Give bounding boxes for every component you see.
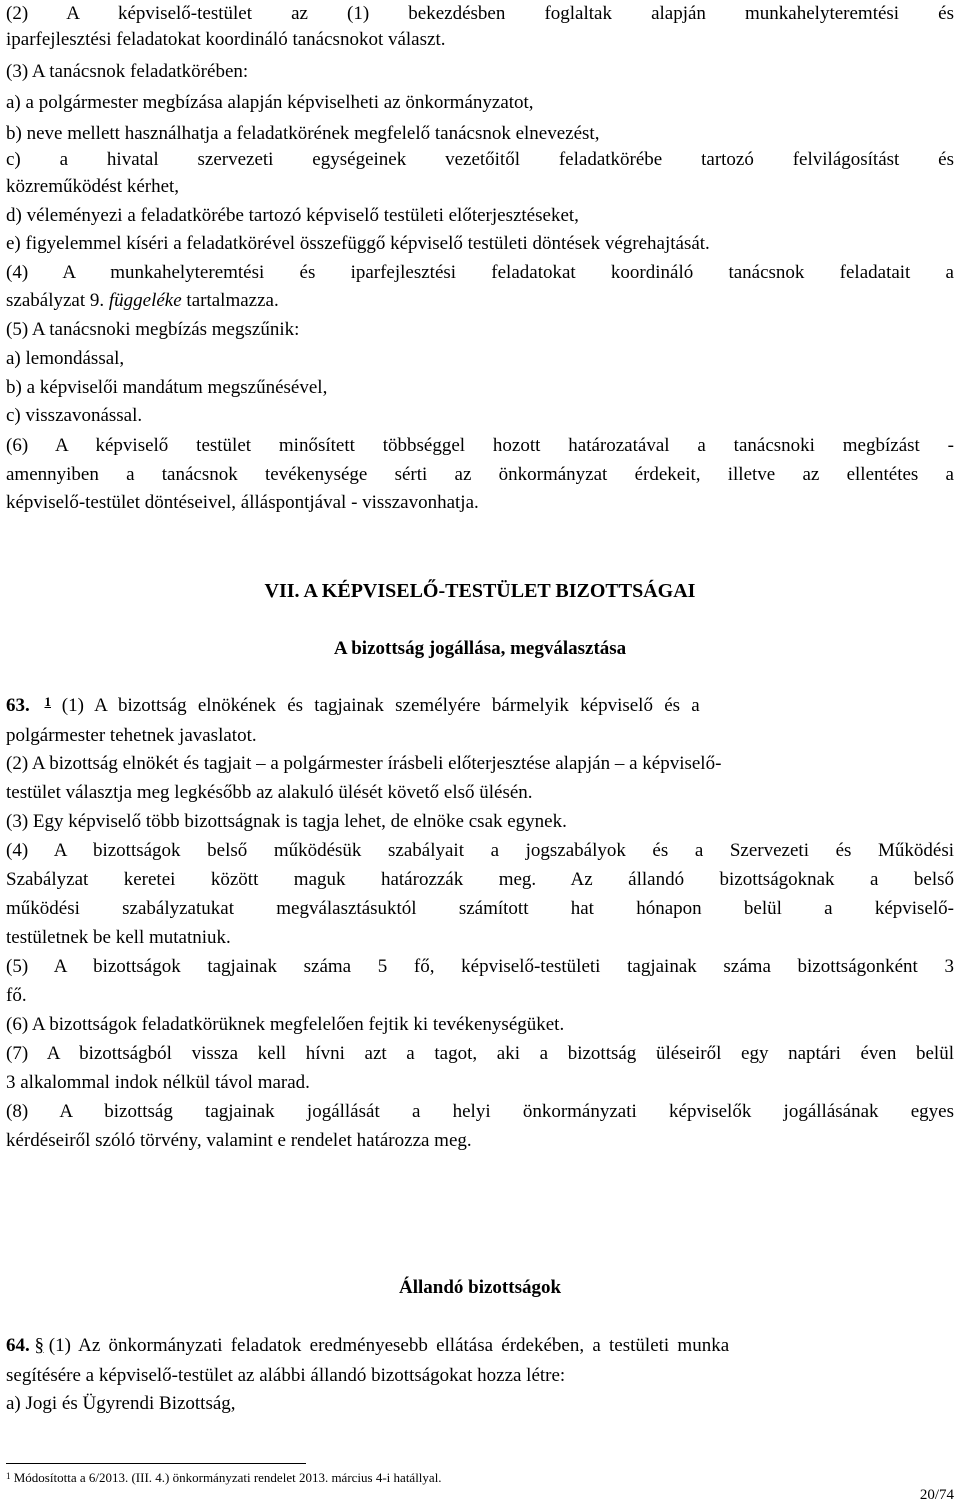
text-line: testület választja meg legkésőbb az alakuló ülését követő első ülésén.: [6, 782, 533, 803]
text-line: fő.: [6, 985, 27, 1006]
text-line: (8) A bizottság tagjainak jogállását a helyi önkormányzati képviselők jogállásának egyes: [6, 1101, 954, 1122]
text-line: amennyiben a tanácsnok tevékenysége sérti az önkormányzat érdekeit, illetve az ellentétes a: [6, 464, 954, 485]
text-fragment-italic: függeléke: [108, 290, 182, 311]
text-line: Szabályzat keretei között maguk határozzák meg. Az állandó bizottságoknak a belső: [6, 869, 954, 890]
text-line: a) a polgármester megbízása alapján képviselheti az önkormányzatot,: [6, 92, 534, 113]
page-number: 20/74: [919, 1487, 954, 1503]
text-line: e) figyelemmel kíséri a feladatkörével összefüggő képviselő testületi döntések végrehajtását.: [6, 233, 710, 254]
text-line: b) neve mellett használhatja a feladatkörének megfelelő tanácsnok elnevezést,: [6, 123, 600, 144]
text-line: (5) A bizottságok tagjainak száma 5 fő, képviselő-testületi tagjainak száma bizottságonként 3: [6, 956, 954, 977]
text-line: (6) A képviselő testület minősített többséggel hozott határozatával a tanácsnoki megbízást -: [6, 435, 954, 456]
text-line: (2) A képviselő-testület az (1) bekezdésben foglaltak alapján munkahelyteremtési és: [6, 3, 954, 24]
text-line: képviselő-testület döntéseivel, álláspontjával - visszavonhatja.: [6, 492, 479, 513]
text-line: b) a képviselői mandátum megszűnésével,: [6, 377, 328, 398]
paragraph-number: 63.: [6, 695, 30, 716]
section-title: A bizottság jogállása, megválasztása: [333, 638, 627, 659]
text-line: a) lemondással,: [6, 348, 125, 369]
text-line: c) a hivatal szervezeti egységeinek vezetőitől feladatkörébe tartozó felvilágosítást és: [6, 149, 954, 170]
text-line: d) véleményezi a feladatkörébe tartozó képviselő testületi előterjesztéseket,: [6, 205, 579, 226]
text-line: (6) A bizottságok feladatkörüknek megfelelően fejtik ki tevékenységüket.: [6, 1014, 565, 1035]
text-line: (7) A bizottságból vissza kell hívni azt a tagot, aki a bizottság üléseiről egy naptári éven belül: [6, 1043, 954, 1064]
text-line: (5) A tanácsnoki megbízás megszűnik:: [6, 319, 300, 340]
chapter-title: VII. A KÉPVISELŐ-TESTÜLET BIZOTTSÁGAI: [264, 580, 696, 602]
text-fragment: (1) A bizottság elnökének és tagjainak személyére bármelyik képviselő és a: [61, 695, 700, 716]
section-title: Állandó bizottságok: [398, 1277, 562, 1298]
text-fragment: (1) Az önkormányzati feladatok eredményesebb ellátása érdekében, a testületi munka: [48, 1335, 730, 1356]
section-symbol: §: [34, 1335, 44, 1356]
footnote-text: Módosította a 6/2013. (III. 4.) önkormányzati rendelet 2013. március 4-i hatállyal.: [10, 1470, 442, 1485]
text-line: a) Jogi és Ügyrendi Bizottság,: [6, 1393, 236, 1414]
text-line: segítésére a képviselő-testület az alábbi állandó bizottságokat hozza létre:: [6, 1365, 566, 1386]
footnote: [6, 1470, 442, 1486]
text-line: [6, 289, 954, 313]
text-line: testületnek be kell mutatniuk.: [6, 927, 231, 948]
text-line: iparfejlesztési feladatokat koordináló tanácsnokot választ.: [6, 29, 446, 50]
text-line: (4) A bizottságok belső működésük szabályait a jogszabályok és a Szervezeti és Működési: [6, 840, 954, 861]
text-line: polgármester tehetnek javaslatot.: [6, 725, 257, 746]
footnote-number: 1: [6, 1471, 11, 1481]
text-line: működési szabályzatukat megválasztásuktól számított hat hónapon belül a képviselő-: [6, 898, 954, 919]
paragraph-63-first-line: [6, 694, 954, 718]
text-line: közreműködést kérhet,: [6, 176, 180, 197]
text-fragment: tartalmazza.: [181, 290, 279, 311]
text-line: kérdéseiről szóló törvény, valamint e rendelet határozza meg.: [6, 1130, 472, 1151]
footnote-ref: 1: [44, 694, 51, 709]
text-line: 3 alkalommal indok nélkül távol marad.: [6, 1072, 310, 1093]
text-line: (4) A munkahelyteremtési és iparfejlesztési feladatokat koordináló tanácsnok feladatait a: [6, 262, 954, 283]
paragraph-64-first-line: [6, 1334, 954, 1358]
text-fragment: szabályzat 9.: [6, 290, 109, 311]
text-line: c) visszavonással.: [6, 405, 143, 426]
text-line: (3) A tanácsnok feladatkörében:: [6, 61, 249, 82]
footnote-separator: [6, 1463, 306, 1464]
paragraph-number: 64.: [6, 1335, 30, 1356]
text-line: (3) Egy képviselő több bizottságnak is tagja lehet, de elnöke csak egynek.: [6, 811, 567, 832]
text-line: (2) A bizottság elnökét és tagjait – a polgármester írásbeli előterjesztése alapján – a képviselő-: [6, 753, 722, 774]
